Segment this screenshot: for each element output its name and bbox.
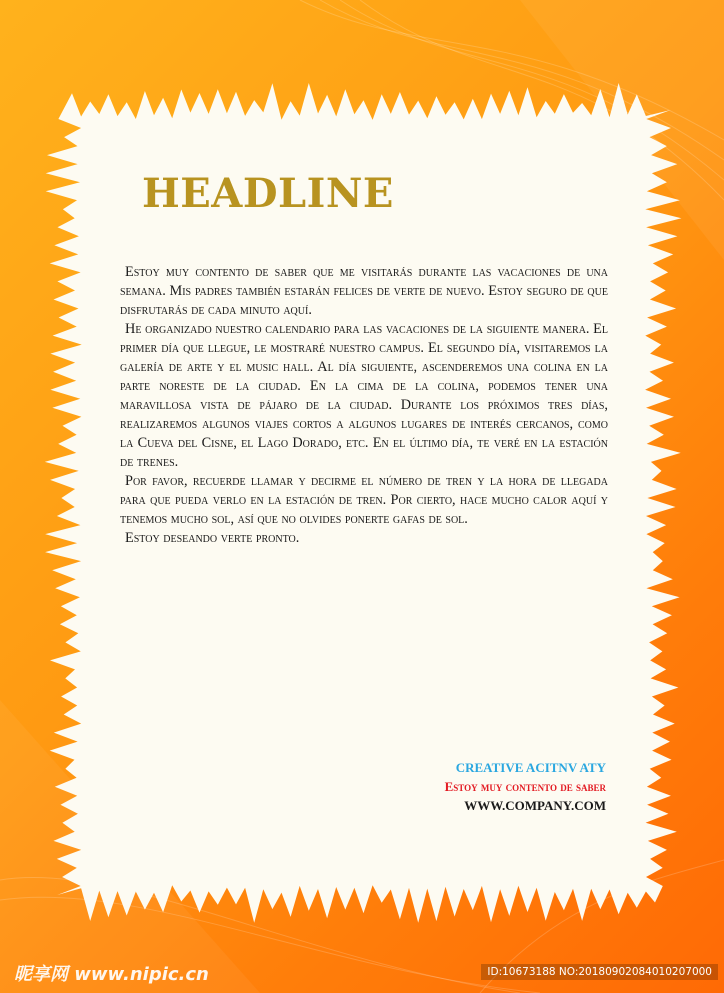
footer-url[interactable]: WWW.COMPANY.COM	[464, 798, 606, 813]
paragraph-4: Estoy deseando verte pronto.	[125, 530, 300, 546]
watermark-id: ID:10673188 NO:20180902084010207000	[481, 964, 718, 980]
paragraph-3: Por favor, recuerde llamar y decirme el número de tren y la hora de llegada para que pueda verlo en la estación de tren. Por cierto, hace mucho calor aquí y tenemos mucho sol, así que no olvides ponerte gafas de sol.	[120, 473, 608, 527]
paragraph-1: Estoy muy contento de saber que me visitarás durante las vacaciones de una semana. Mis padres también estarán felices de verte de nuevo. Estoy seguro de que disfrutarás de cada minuto aquí.	[120, 264, 608, 318]
headline: HEADLINE	[142, 170, 394, 217]
letter-body	[120, 263, 608, 548]
footer-tagline: Estoy muy contento de saber	[444, 779, 606, 794]
footer-creative: CREATIVE ACITNV ATY	[455, 760, 606, 775]
watermark-logo: 昵享网 www.nipic.cn	[14, 964, 209, 985]
paragraph-2: He organizado nuestro calendario para las vacaciones de la siguiente manera. El primer día que llegue, le mostraré nuestro campus. El segundo día, visitaremos la galería de arte y el music hall. Al día siguiente, ascenderemos una colina en la parte noreste de la ciudad. En la cima de la colina, podemos tener una maravillosa vista de pájaro de la ciudad. Durante los próximos tres días, realizaremos algunos viajes cortos a algunos lugares de interés cercanos, como la Cueva del Cisne, el Lago Dorado, etc. En el último día, te veré en la estación de trenes.	[120, 321, 608, 470]
footer-block	[445, 758, 606, 815]
